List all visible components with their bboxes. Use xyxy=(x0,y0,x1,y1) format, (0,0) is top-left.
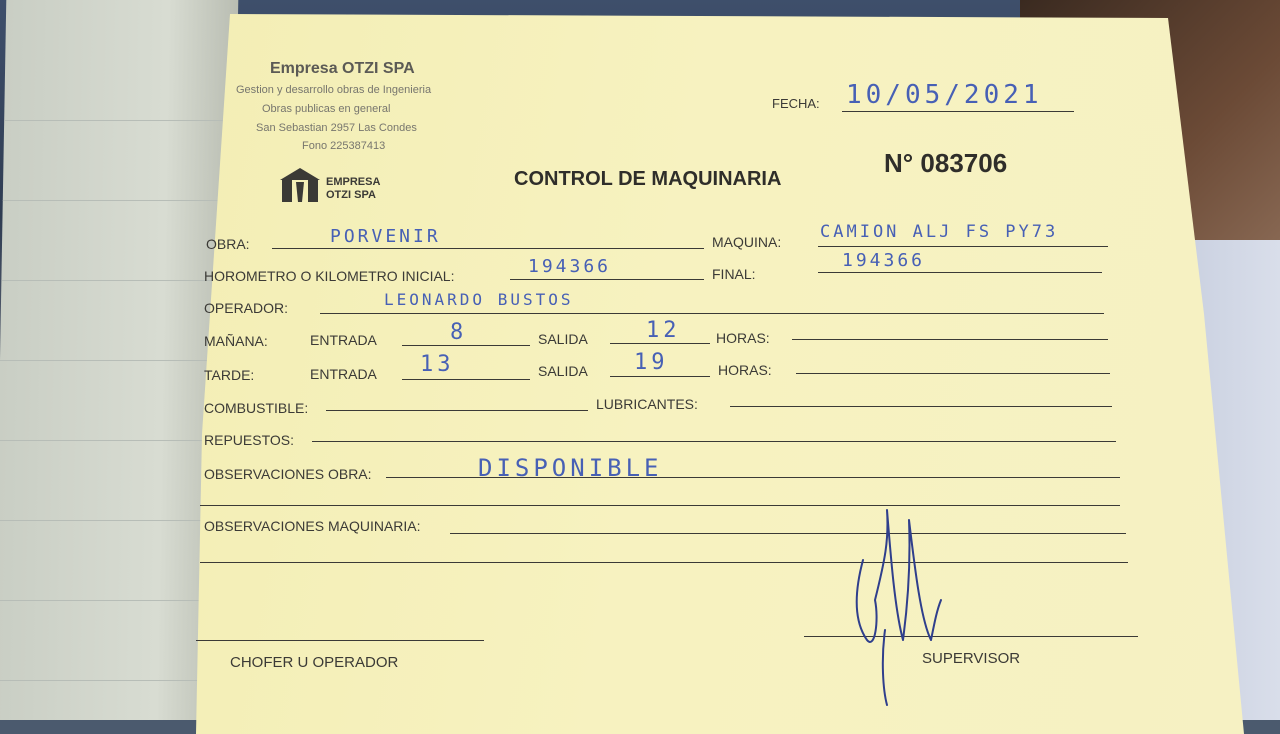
tarde-salida-line xyxy=(610,376,710,377)
horometro-label: HOROMETRO O KILOMETRO INICIAL: xyxy=(204,268,455,284)
repuestos-label: REPUESTOS: xyxy=(204,432,294,448)
obs-maq-line xyxy=(450,533,1126,534)
chofer-label: CHOFER U OPERADOR xyxy=(230,654,399,671)
tarde-entrada-label: ENTRADA xyxy=(310,366,377,382)
form-number: N° 083706 xyxy=(884,148,1008,178)
fecha-line xyxy=(842,111,1074,112)
final-line xyxy=(818,272,1102,273)
company-line-4: Fono 225387413 xyxy=(302,140,386,152)
obra-line xyxy=(272,248,704,249)
maquina-label: MAQUINA: xyxy=(712,234,782,250)
tarde-horas-label: HORAS: xyxy=(718,362,772,378)
obs-obra-label: OBSERVACIONES OBRA: xyxy=(204,466,372,482)
final-value: 194366 xyxy=(842,250,926,271)
lubricantes-label: LUBRICANTES: xyxy=(596,396,698,412)
lubricantes-line xyxy=(730,406,1112,407)
obs-obra-value: DISPONIBLE xyxy=(478,454,663,482)
tarde-entrada-line xyxy=(402,379,530,380)
supervisor-signature xyxy=(845,500,945,710)
manana-label: MAÑANA: xyxy=(204,333,268,349)
company-name: Empresa OTZI SPA xyxy=(270,60,415,77)
company-line-1: Gestion y desarrollo obras de Ingenieria xyxy=(236,84,432,96)
chofer-signature-line xyxy=(196,640,484,641)
final-label: FINAL: xyxy=(712,266,756,282)
fecha-label: FECHA: xyxy=(772,96,820,111)
combustible-line xyxy=(326,410,588,411)
maquina-value: CAMION ALJ FS PY73 xyxy=(820,222,1059,242)
manana-entrada-value: 8 xyxy=(450,320,468,345)
tarde-label: TARDE: xyxy=(204,367,255,383)
logo-text xyxy=(326,176,380,202)
tarde-horas-line xyxy=(796,373,1110,374)
manana-entrada-line xyxy=(402,345,530,346)
logo-text-line-2: OTZI SPA xyxy=(326,189,376,201)
maquina-line xyxy=(818,246,1108,247)
company-logo-icon xyxy=(278,166,322,204)
obs-maq-label: OBSERVACIONES MAQUINARIA: xyxy=(204,518,421,534)
manana-salida-line xyxy=(610,343,710,344)
operador-value: LEONARDO BUSTOS xyxy=(384,290,574,309)
operador-line xyxy=(320,313,1104,314)
manana-horas-label: HORAS: xyxy=(716,330,770,346)
fecha-value: 10/05/2021 xyxy=(846,80,1043,110)
logo-text-line-1: EMPRESA xyxy=(326,176,381,188)
obra-label: OBRA: xyxy=(206,236,250,252)
form-title: CONTROL DE MAQUINARIA xyxy=(514,168,782,190)
repuestos-line xyxy=(312,441,1116,442)
supervisor-label: SUPERVISOR xyxy=(922,650,1021,667)
company-line-3: San Sebastian 2957 Las Condes xyxy=(256,122,417,134)
combustible-label: COMBUSTIBLE: xyxy=(204,400,309,416)
manana-entrada-label: ENTRADA xyxy=(310,332,377,348)
company-line-2: Obras publicas en general xyxy=(262,103,391,115)
tarde-salida-label: SALIDA xyxy=(538,363,588,379)
tarde-salida-value: 19 xyxy=(634,350,669,375)
operador-label: OPERADOR: xyxy=(204,300,289,316)
obs-obra-line-2 xyxy=(200,505,1120,506)
manana-salida-label: SALIDA xyxy=(538,331,588,347)
obs-maq-line-2 xyxy=(200,562,1128,563)
manana-horas-line xyxy=(792,339,1108,340)
tarde-entrada-value: 13 xyxy=(420,352,455,377)
manana-salida-value: 12 xyxy=(646,318,681,343)
inicial-line xyxy=(510,279,704,280)
inicial-value: 194366 xyxy=(528,256,612,277)
obra-value: PORVENIR xyxy=(330,226,441,247)
